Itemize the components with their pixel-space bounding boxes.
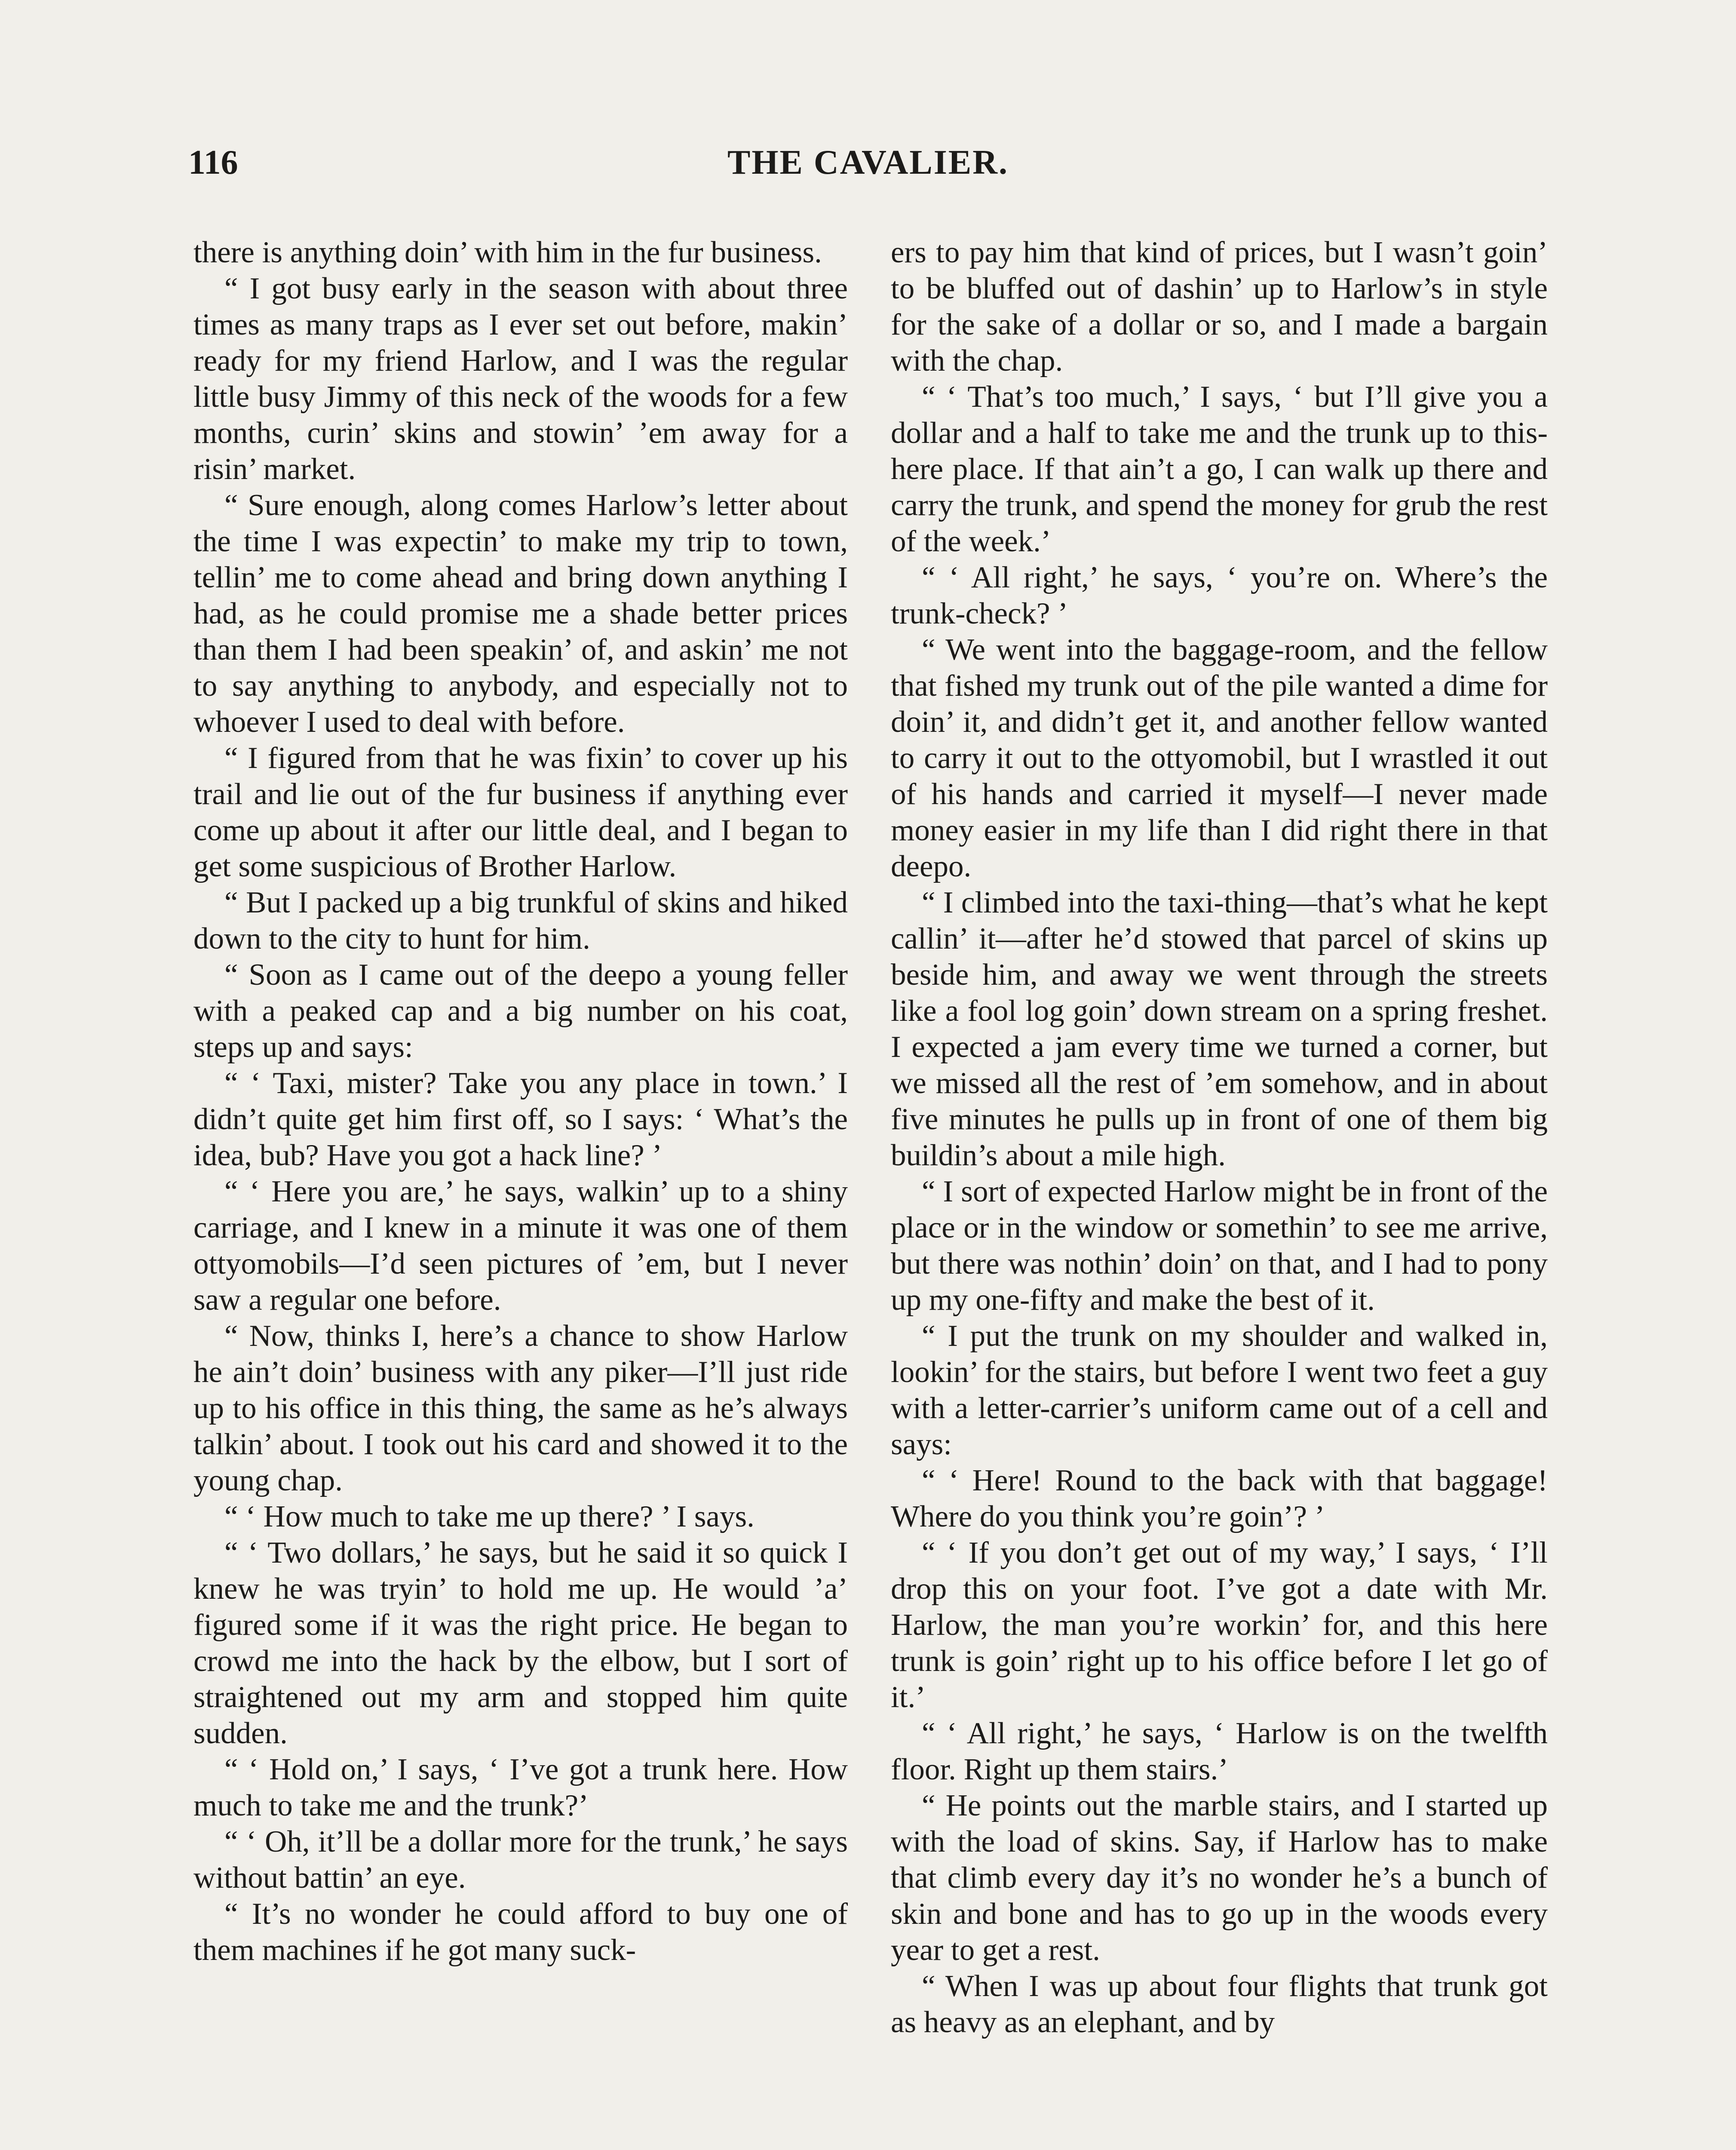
- paragraph: “ I figured from that he was fixin’ to cover up his trail and lie out of the fur business if anything ever come up about it after our little deal, and I began to get some suspicious of Brother Harlow.: [193, 741, 848, 883]
- page-number: 116: [188, 144, 238, 181]
- paragraph: “ Sure enough, along comes Harlow’s letter about the time I was expectin’ to make my trip to town, tellin’ me to come ahead and bring down anything I had, as he could promise me a shade better prices than them I had been speakin’ of, and askin’ me not to say anything to anybody, and especially not to whoever I used to deal with before.: [193, 488, 848, 739]
- paragraph: “ ‘ If you don’t get out of my way,’ I says, ‘ I’ll drop this on your foot. I’ve got a date with Mr. Harlow, the man you’re workin’ for, and this here trunk is goin’ right up to his office before I let go of it.’: [891, 1536, 1548, 1714]
- paragraph: ers to pay him that kind of prices, but I wasn’t goin’ to be bluffed out of dashin’ up to Harlow’s in style for the sake of a dollar or so, and I made a bargain with the chap.: [891, 236, 1548, 378]
- paragraph: “ I put the trunk on my shoulder and walked in, lookin’ for the stairs, but before I went two feet a guy with a letter-carrier’s uniform came out of a cell and says:: [891, 1319, 1548, 1461]
- paragraph: “ ‘ How much to take me up there? ’ I says.: [224, 1500, 755, 1533]
- paragraph: “ ‘ Here! Round to the back with that baggage! Where do you think you’re goin’? ’: [891, 1464, 1548, 1533]
- paragraph: “ Soon as I came out of the deepo a young feller with a peaked cap and a big number on his coat, steps up and says:: [193, 958, 848, 1064]
- paragraph: “ I sort of expected Harlow might be in front of the place or in the window or somethin’ to see me arrive, but there was nothin’ doin’ on that, and I had to pony up my one-fifty and make the best of it.: [891, 1175, 1548, 1317]
- running-title: THE CAVALIER.: [727, 144, 1009, 181]
- paragraph: “ I climbed into the taxi-thing—that’s what he kept callin’ it—after he’d stowed that parcel of skins up beside him, and away we went through the streets like a fool log goin’ down stream on a spring freshet. I expected a jam every time we turned a corner, but we missed all the rest of ’em somehow, and in about five minutes he pulls up in front of one of them big buildin’s about a mile high.: [891, 886, 1548, 1172]
- paragraph: “ ‘ Taxi, mister? Take you any place in town.’ I didn’t quite get him first off, so I says: ‘ What’s the idea, bub? Have you got a hack line? ’: [193, 1066, 848, 1172]
- paragraph: “ ‘ All right,’ he says, ‘ Harlow is on the twelfth floor. Right up them stairs.’: [891, 1717, 1548, 1786]
- paragraph: “ Now, thinks I, here’s a chance to show Harlow he ain’t doin’ business with any piker—I’ll just ride up to his office in this thing, the same as he’s always talkin’ about. I took out his card and showed it to the young chap.: [193, 1319, 848, 1497]
- paragraph: “ He points out the marble stairs, and I started up with the load of skins. Say, if Harlow has to make that climb every day it’s no wonder he’s a bunch of skin and bone and has to go up in the woods every year to get a rest.: [891, 1789, 1548, 1967]
- paragraph: “ It’s no wonder he could afford to buy one of them machines if he got many suck-: [193, 1897, 848, 1967]
- paragraph: “ We went into the baggage-room, and the fellow that fished my trunk out of the pile wanted a dime for doin’ it, and didn’t get it, and another fellow wanted to carry it out to the ottyomobil, but I wrastled it out of his hands and carried it myself—I never made money easier in my life than I did right there in that deepo.: [891, 633, 1548, 883]
- paragraph: “ ‘ That’s too much,’ I says, ‘ but I’ll give you a dollar and a half to take me and the trunk up to this-here place. If that ain’t a go, I can walk up there and carry the trunk, and spend the money for grub the rest of the week.’: [891, 380, 1548, 558]
- text-column-right: [891, 234, 1548, 2040]
- paragraph: “ ‘ Here you are,’ he says, walkin’ up to a shiny carriage, and I knew in a minute it was one of them ottyomobils—I’d seen pictures of ’em, but I never saw a regular one before.: [193, 1175, 848, 1317]
- paragraph: “ When I was up about four flights that trunk got as heavy as an elephant, and by: [891, 1969, 1548, 2039]
- paragraph: there is anything doin’ with him in the fur business.: [193, 236, 822, 269]
- paragraph: “ ‘ Oh, it’ll be a dollar more for the trunk,’ he says without battin’ an eye.: [193, 1825, 848, 1895]
- paragraph: “ ‘ Two dollars,’ he says, but he said it so quick I knew he was tryin’ to hold me up. He would ’a’ figured some if it was the right price. He began to crowd me into the hack by the elbow, but I sort of straightened out my arm and stopped him quite sudden.: [193, 1536, 848, 1750]
- paragraph: “ I got busy early in the season with about three times as many traps as I ever set out before, makin’ ready for my friend Harlow, and I was the regular little busy Jimmy of this neck of the woods for a few months, curin’ skins and stowin’ ’em away for a risin’ market.: [193, 272, 848, 486]
- paragraph: “ ‘ All right,’ he says, ‘ you’re on. Where’s the trunk-check? ’: [891, 561, 1548, 630]
- text-column-left: [193, 234, 848, 1968]
- paragraph: “ ‘ Hold on,’ I says, ‘ I’ve got a trunk here. How much to take me and the trunk?’: [193, 1753, 848, 1822]
- paragraph: “ But I packed up a big trunkful of skins and hiked down to the city to hunt for him.: [193, 886, 848, 955]
